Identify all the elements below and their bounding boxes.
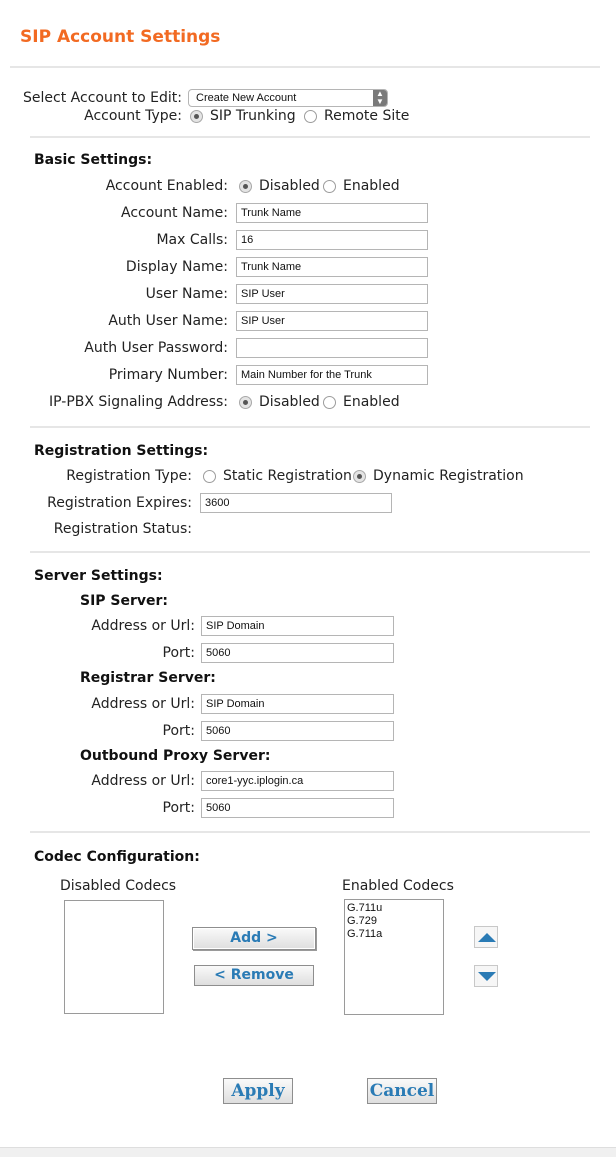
registration-expires-label: Registration Expires: xyxy=(47,495,192,511)
radio-account-enabled-label: Enabled xyxy=(343,178,400,194)
primary-number-label: Primary Number: xyxy=(108,367,228,383)
divider xyxy=(30,551,590,553)
radio-remote-site[interactable] xyxy=(304,110,317,123)
basic-settings-title: Basic Settings: xyxy=(34,152,153,168)
sip-address-input[interactable]: SIP Domain xyxy=(201,616,394,636)
footer-bar xyxy=(0,1147,616,1157)
registrar-port-input[interactable]: 5060 xyxy=(201,721,394,741)
registrar-address-input[interactable]: SIP Domain xyxy=(201,694,394,714)
sip-server-title: SIP Server: xyxy=(80,593,169,609)
radio-account-disabled-label: Disabled xyxy=(259,178,320,194)
outbound-port-label: Port: xyxy=(162,800,195,816)
user-name-label: User Name: xyxy=(145,286,228,302)
disabled-codecs-list[interactable] xyxy=(64,900,164,1014)
auth-password-label: Auth User Password: xyxy=(84,340,228,356)
auth-password-input[interactable] xyxy=(236,338,428,358)
server-settings-title: Server Settings: xyxy=(34,568,163,584)
radio-dynamic-registration[interactable] xyxy=(353,470,366,483)
max-calls-input[interactable]: 16 xyxy=(236,230,428,250)
divider xyxy=(30,136,590,138)
account-name-input[interactable]: Trunk Name xyxy=(236,203,428,223)
account-type-label: Account Type: xyxy=(84,108,182,124)
codec-item[interactable]: G.711u xyxy=(347,902,383,914)
user-name-input[interactable]: SIP User xyxy=(236,284,428,304)
account-select-value: Create New Account xyxy=(196,92,297,104)
radio-static-registration[interactable] xyxy=(203,470,216,483)
enabled-codecs-label: Enabled Codecs xyxy=(342,878,454,894)
sip-port-input[interactable]: 5060 xyxy=(201,643,394,663)
outbound-address-input[interactable]: core1-yyc.iplogin.ca xyxy=(201,771,394,791)
registrar-port-label: Port: xyxy=(162,723,195,739)
registration-type-label: Registration Type: xyxy=(66,468,192,484)
chevron-updown-icon: ▲ ▼ xyxy=(373,90,387,106)
account-enabled-label: Account Enabled: xyxy=(105,178,228,194)
sip-port-label: Port: xyxy=(162,645,195,661)
max-calls-label: Max Calls: xyxy=(156,232,228,248)
outbound-port-input[interactable]: 5060 xyxy=(201,798,394,818)
sip-address-label: Address or Url: xyxy=(91,618,195,634)
remove-codec-button[interactable]: < Remove xyxy=(194,965,314,986)
codec-config-title: Codec Configuration: xyxy=(34,849,200,865)
primary-number-input[interactable]: Main Number for the Trunk xyxy=(236,365,428,385)
page-title: SIP Account Settings xyxy=(20,27,221,47)
add-codec-button[interactable]: Add > xyxy=(192,927,316,950)
auth-user-name-label: Auth User Name: xyxy=(108,313,228,329)
radio-signaling-disabled[interactable] xyxy=(239,396,252,409)
radio-sip-trunking[interactable] xyxy=(190,110,203,123)
signaling-address-label: IP-PBX Signaling Address: xyxy=(49,394,228,410)
move-up-icon[interactable] xyxy=(474,926,498,948)
radio-sip-trunking-label: SIP Trunking xyxy=(210,108,296,124)
radio-signaling-enabled-label: Enabled xyxy=(343,394,400,410)
codec-item[interactable]: G.729 xyxy=(347,915,377,927)
apply-button[interactable]: Apply xyxy=(223,1078,293,1104)
display-name-label: Display Name: xyxy=(125,259,228,275)
registrar-address-label: Address or Url: xyxy=(91,696,195,712)
outbound-address-label: Address or Url: xyxy=(91,773,195,789)
registration-status-label: Registration Status: xyxy=(53,521,192,537)
outbound-proxy-title: Outbound Proxy Server: xyxy=(80,748,271,764)
divider xyxy=(10,66,600,68)
divider xyxy=(30,831,590,833)
registrar-server-title: Registrar Server: xyxy=(80,670,216,686)
account-select[interactable] xyxy=(188,89,388,107)
radio-account-enabled[interactable] xyxy=(323,180,336,193)
divider xyxy=(30,426,590,428)
move-down-icon[interactable] xyxy=(474,965,498,987)
radio-signaling-enabled[interactable] xyxy=(323,396,336,409)
disabled-codecs-label: Disabled Codecs xyxy=(60,878,177,894)
cancel-button[interactable]: Cancel xyxy=(367,1078,437,1104)
account-name-label: Account Name: xyxy=(121,205,228,221)
enabled-codecs-list[interactable] xyxy=(344,899,444,1015)
radio-remote-site-label: Remote Site xyxy=(324,108,410,124)
radio-static-registration-label: Static Registration xyxy=(223,468,352,484)
select-account-label: Select Account to Edit: xyxy=(23,90,182,106)
display-name-input[interactable]: Trunk Name xyxy=(236,257,428,277)
radio-dynamic-registration-label: Dynamic Registration xyxy=(373,468,524,484)
codec-item[interactable]: G.711a xyxy=(347,928,383,940)
registration-settings-title: Registration Settings: xyxy=(34,443,209,459)
radio-account-disabled[interactable] xyxy=(239,180,252,193)
auth-user-name-input[interactable]: SIP User xyxy=(236,311,428,331)
registration-expires-input[interactable]: 3600 xyxy=(200,493,392,513)
radio-signaling-disabled-label: Disabled xyxy=(259,394,320,410)
